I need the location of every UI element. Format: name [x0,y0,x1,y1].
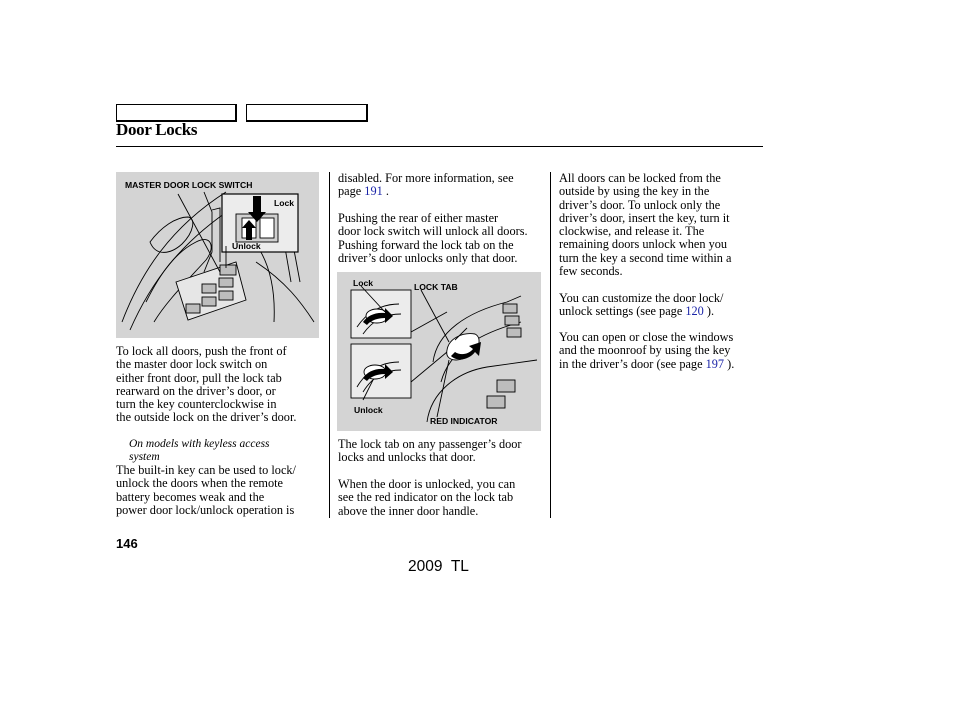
col2-paragraph-1: disabled. For more information, see page 191 . [338,171,514,199]
col3-paragraph-1: All doors can be locked from the outside by using the key in the driver’s door. To unlock only the driver’s door, insert the key, turn it clockwise, and release it. The remaining doors unlock when you turn the key a second time within a few seconds. [559,171,732,279]
header-tab-2 [246,104,368,122]
door-panel-illustration [116,172,319,338]
col2-paragraph-4: When the door is unlocked, you can see the red indicator on the lock tab above the inner door handle. [338,477,516,518]
col1-paragraph-1: To lock all doors, push the front of the master door lock switch on either front door, pull the lock tab rearward on the driver’s door, or turn the key counterclockwise in the outside lock on the driver’s door. [116,344,297,425]
lock-tab-unlock-label: Unlock [354,405,383,415]
master-door-lock-switch-figure [116,172,319,338]
master-switch-lock-label: Lock [274,198,295,208]
master-switch-unlock-label: Unlock [232,241,261,251]
column-divider-1 [329,172,330,518]
page-title: Door Locks [116,120,198,139]
model-footer: 2009 TL [408,558,469,575]
col3-paragraph-2: You can customize the door lock/ unlock settings (see page 120 ). [559,291,724,319]
page-197-link[interactable]: 197 [705,356,725,371]
col1-paragraph-2: The built-in key can be used to lock/ unlock the doors when the remote battery becomes weak and the power door lock/unlock operation is [116,463,296,517]
col3-paragraph-3: You can open or close the windows and the moonroof by using the key in the driver’s door (see page 197 ). [559,330,735,371]
lock-tab-lock-label: Lock [353,278,374,288]
page-120-link[interactable]: 120 [685,304,704,319]
page-number: 146 [116,536,138,551]
col2-paragraph-3: The lock tab on any passenger’s door locks and unlocks that door. [338,437,522,465]
lock-tab-caption: LOCK TAB [414,282,458,292]
title-divider [116,146,763,147]
red-indicator-label: RED INDICATOR [430,416,498,426]
col2-paragraph-2: Pushing the rear of either master door lock switch will unlock all doors. Pushing forward the lock tab on the driver’s door unlocks only that door. [338,211,528,265]
master-switch-caption: MASTER DOOR LOCK SWITCH [125,180,253,190]
column-divider-2 [550,172,551,518]
lock-tab-figure [337,272,541,431]
page-191-link[interactable]: 191 [364,184,383,199]
keyless-access-note: On models with keyless access system [129,438,270,464]
